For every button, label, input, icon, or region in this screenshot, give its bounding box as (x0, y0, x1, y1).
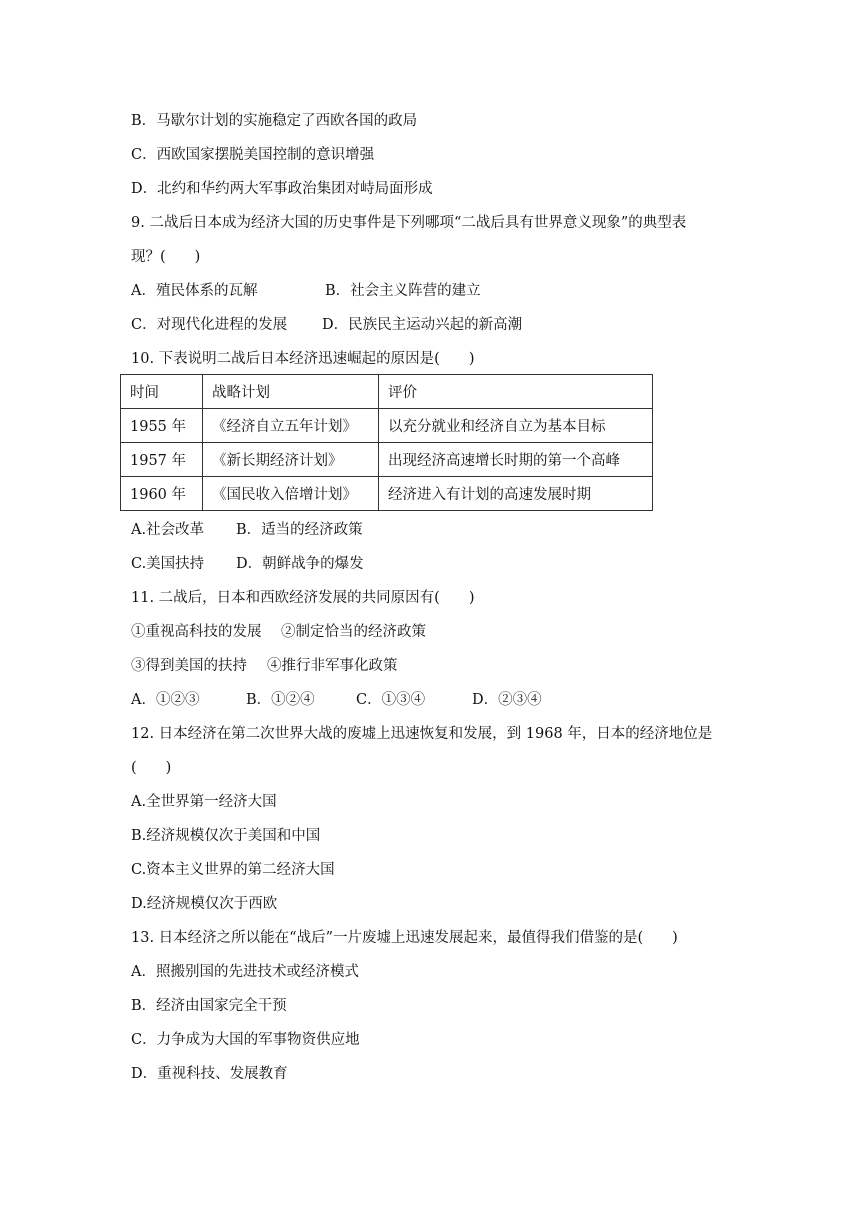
q13-stem: 13. 日本经济之所以能在“战后”一片废墟上迅速发展起来，最值得我们借鉴的是( ) (131, 930, 678, 946)
q9-option-c: C．对现代化进程的发展 (131, 317, 288, 333)
table-row (121, 477, 653, 511)
q10-table (120, 374, 653, 511)
q11-item-1: ①重视高科技的发展 (131, 624, 262, 640)
table-header-cell: 时间 (121, 375, 203, 409)
table-cell: 1955 年 (121, 409, 203, 443)
q9-stem-line1: 9. 二战后日本成为经济大国的历史事件是下列哪项“二战后具有世界意义现象”的典型表 (131, 215, 687, 231)
table-row (121, 409, 653, 443)
q13-option-b: B．经济由国家完全干预 (131, 998, 287, 1014)
q9-options-row2 (131, 315, 522, 335)
q10-option-b: B．适当的经济政策 (236, 522, 363, 538)
q11-item-2: ②制定恰当的经济政策 (281, 624, 426, 640)
q12-stem-line1: 12. 日本经济在第二次世界大战的废墟上迅速恢复和发展，到 1968 年，日本的经济地位是 (131, 726, 713, 742)
q12-option-d: D.经济规模仅次于西欧 (131, 896, 278, 912)
table-cell: 《新长期经济计划》 (203, 443, 379, 477)
table-cell: 1957 年 (121, 443, 203, 477)
q8-option-d: D．北约和华约两大军事政治集团对峙局面形成 (131, 181, 433, 197)
table-cell: 1960 年 (121, 477, 203, 511)
q11-item-4: ④推行非军事化政策 (267, 658, 398, 674)
table-cell: 经济进入有计划的高速发展时期 (379, 477, 653, 511)
table-header-row (121, 375, 653, 409)
table-header-cell: 评价 (379, 375, 653, 409)
q13-option-d: D．重视科技、发展教育 (131, 1066, 288, 1082)
q10-option-c: C.美国扶持 (131, 556, 205, 572)
q11-option-a: A．①②③ (131, 692, 200, 708)
q12-stem-line2: ( ) (131, 760, 172, 776)
q11-option-b: B．①②④ (246, 692, 315, 708)
q10-stem: 10. 下表说明二战后日本经济迅速崛起的原因是( ) (131, 351, 475, 367)
q11-item-3: ③得到美国的扶持 (131, 658, 247, 674)
q11-option-d: D．②③④ (472, 692, 542, 708)
q11-stem: 11. 二战后，日本和西欧经济发展的共同原因有( ) (131, 590, 475, 606)
q12-option-b: B.经济规模仅次于美国和中国 (131, 828, 321, 844)
q8-option-b: B．马歇尔计划的实施稳定了西欧各国的政局 (131, 113, 418, 129)
q9-stem-line2: 现？( ) (131, 249, 201, 265)
table-cell: 出现经济高速增长时期的第一个高峰 (379, 443, 653, 477)
table-row (121, 443, 653, 477)
q10-option-d: D．朝鲜战争的爆发 (236, 556, 364, 572)
q13-option-c: C．力争成为大国的军事物资供应地 (131, 1032, 360, 1048)
table-cell: 以充分就业和经济自立为基本目标 (379, 409, 653, 443)
q9-option-b: B．社会主义阵营的建立 (325, 283, 481, 299)
q10-options-row2 (131, 554, 364, 574)
q9-options-row1 (131, 281, 481, 301)
q10-option-a: A.社会改革 (131, 522, 205, 538)
q11-items-row2 (131, 656, 398, 676)
q9-option-d: D．民族民主运动兴起的新高潮 (322, 317, 523, 333)
q9-option-a: A．殖民体系的瓦解 (131, 283, 258, 299)
table-cell: 《国民收入倍增计划》 (203, 477, 379, 511)
q11-items-row1 (131, 622, 426, 642)
q10-options-row1 (131, 520, 363, 540)
q13-option-a: A．照搬别国的先进技术或经济模式 (131, 964, 359, 980)
q8-option-c: C．西欧国家摆脱美国控制的意识增强 (131, 147, 375, 163)
q12-option-a: A.全世界第一经济大国 (131, 794, 277, 810)
q12-option-c: C.资本主义世界的第二经济大国 (131, 862, 335, 878)
q11-option-c: C．①③④ (356, 692, 426, 708)
q11-options-row (131, 690, 542, 710)
table-cell: 《经济自立五年计划》 (203, 409, 379, 443)
table-header-cell: 战略计划 (203, 375, 379, 409)
